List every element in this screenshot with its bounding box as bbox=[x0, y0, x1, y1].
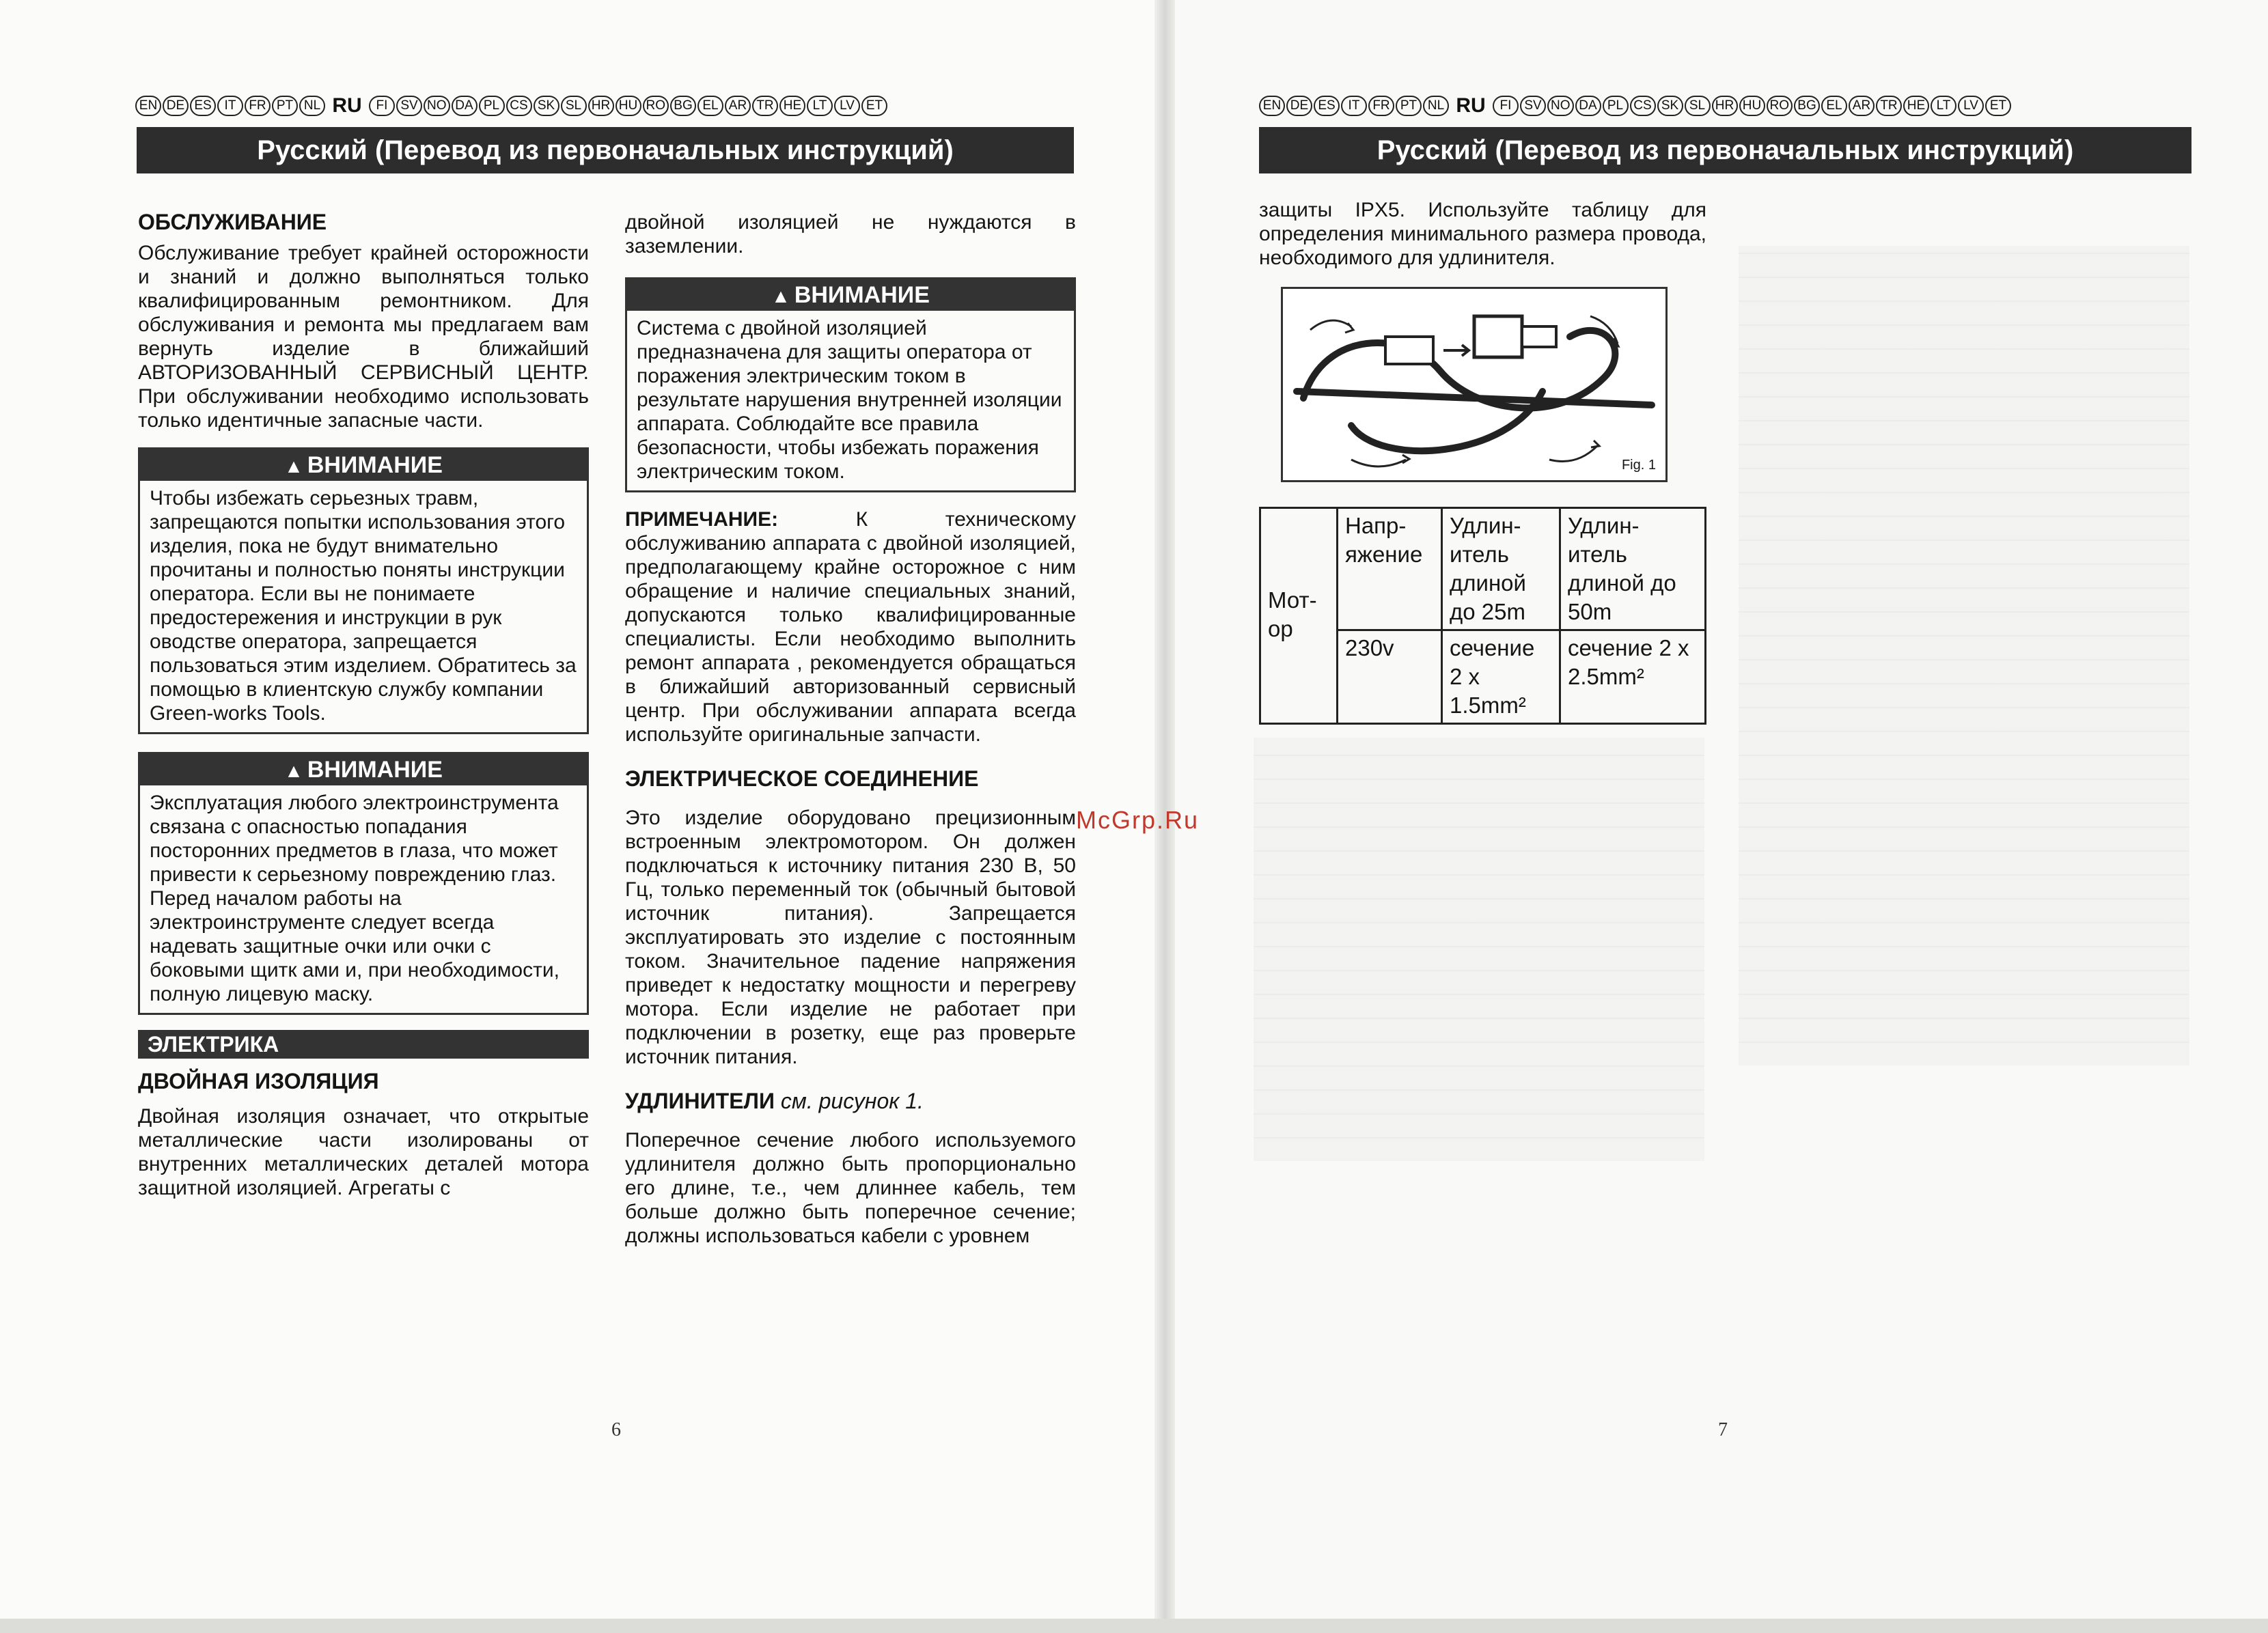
warning-box-double-insulation bbox=[625, 277, 1076, 492]
language-tag-el: EL bbox=[1821, 96, 1847, 116]
language-tag-pl: PL bbox=[1603, 96, 1629, 116]
double-insulation-title: ДВОЙНАЯ ИЗОЛЯЦИЯ bbox=[138, 1069, 379, 1093]
language-tag-lt: LT bbox=[1931, 96, 1956, 116]
language-tag-cs: CS bbox=[506, 96, 532, 116]
electrical-connection-text: Это изделие оборудовано прецизионным встроенным электромотором. Он должен подключаться к источнику питания 230 В, 50 Гц, только переменный ток (обычный бытовой источник питания). Запрещается эксплуатировать это изделие с постоянным током. Значительное падение напряжения приведет к недостатку мощности и перегреву мотора. Если изделие не работает при подключении в розетку, еще раз проверьте источник питания. bbox=[625, 807, 1076, 1068]
language-tag-et: ET bbox=[1985, 96, 2011, 116]
electrical-connection-title: ЭЛЕКТРИЧЕСКОЕ СОЕДИНЕНИЕ bbox=[625, 766, 979, 791]
language-tag-et: ET bbox=[861, 96, 887, 116]
note-text: К техническому обслуживанию аппарата с двойной изоляцией, предполагающему крайне осторожное с ним обращение и наличие специальных знаний, допускаются только квалифицированные специалисты. Если необходимо выполнить ремонт аппарата , рекомендуется обращаться в ближайший авторизованный сервисный центр. При обслуживании аппарата всегда используйте оригинальные запчасти. bbox=[625, 508, 1076, 746]
language-tag-hr: HR bbox=[1712, 96, 1738, 116]
bleed-through-table bbox=[1739, 246, 2189, 1065]
language-tag-es: ES bbox=[190, 96, 216, 116]
language-tag-cs: CS bbox=[1630, 96, 1656, 116]
warning-body: Чтобы избежать серьезных травм, запрещаются попытки использования этого изделия, пока не будут внимательно прочитаны и полностью поняты инструкции оператора. Если вы не понимаете предостережения и инструкции в рук оводстве оператора, запрещается пользоваться этим изделием. Обратитесь за помощью в клиентскую службу компании Green-works Tools. bbox=[150, 487, 577, 725]
language-tag-en: EN bbox=[135, 96, 161, 116]
language-tag-sk: SK bbox=[534, 96, 559, 116]
language-tag-lv: LV bbox=[834, 96, 860, 116]
double-insulation-text: Двойная изоляция означает, что открытые металлические части изолированы от внутренних металлических деталей мотора защитной изоляцией. Агрегаты с bbox=[138, 1105, 589, 1199]
plug-icon bbox=[1474, 316, 1522, 357]
language-tag-sk: SK bbox=[1657, 96, 1683, 116]
language-tag-tr: TR bbox=[1876, 96, 1902, 116]
language-tag-de: DE bbox=[1286, 96, 1312, 116]
language-tag-ar: AR bbox=[725, 96, 751, 116]
figure-label: Fig. 1 bbox=[1621, 458, 1656, 473]
language-tag-nl: NL bbox=[299, 96, 325, 116]
language-tag-it: IT bbox=[1341, 96, 1367, 116]
language-tag-no: NO bbox=[1547, 96, 1574, 116]
warning-box-eyes bbox=[138, 752, 589, 1015]
scan-edge bbox=[0, 1619, 2268, 1633]
language-tag-lv: LV bbox=[1958, 96, 1984, 116]
table-cell-motor: Мот-ор bbox=[1260, 508, 1338, 724]
left-column-1 bbox=[138, 210, 589, 1215]
language-tag-it: IT bbox=[217, 96, 243, 116]
language-tag-fr: FR bbox=[1368, 96, 1394, 116]
language-tag-ru: RU bbox=[1456, 94, 1486, 117]
extension-figure-ref: см. рисунок 1. bbox=[780, 1089, 924, 1113]
language-tag-he: HE bbox=[1903, 96, 1929, 116]
language-tag-ro: RO bbox=[1767, 96, 1793, 116]
language-tag-da: DA bbox=[1575, 96, 1601, 116]
right-intro-text: защиты IPX5. Используйте таблицу для определения минимального размера провода, необходимого для удлинителя. bbox=[1259, 199, 1706, 269]
language-tag-lt: LT bbox=[807, 96, 833, 116]
language-tag-el: EL bbox=[697, 96, 723, 116]
note-label: ПРИМЕЧАНИЕ: bbox=[625, 508, 779, 531]
language-tag-sv: SV bbox=[396, 96, 422, 116]
language-tag-fi: FI bbox=[1493, 96, 1519, 116]
warning-head: ▲ ВНИМАНИЕ bbox=[627, 279, 1074, 311]
language-bar-right bbox=[1259, 96, 2011, 116]
language-tag-pl: PL bbox=[479, 96, 505, 116]
warning-triangle-icon: ▲ bbox=[284, 760, 303, 781]
language-tag-ar: AR bbox=[1849, 96, 1875, 116]
language-tag-bg: BG bbox=[1794, 96, 1820, 116]
warning-triangle-icon: ▲ bbox=[284, 456, 303, 477]
cord-knot-illustration bbox=[1283, 289, 1665, 480]
note-paragraph bbox=[625, 507, 1076, 746]
language-tag-pt: PT bbox=[1396, 96, 1422, 116]
language-tag-ru: RU bbox=[332, 94, 362, 117]
figure-1-extension-cord-knot bbox=[1281, 287, 1668, 482]
table-head-ext50: Удлин-итель длиной до 50m bbox=[1560, 508, 1706, 630]
table-cell-voltage: 230v bbox=[1338, 630, 1442, 724]
language-tag-en: EN bbox=[1259, 96, 1285, 116]
language-tag-pt: PT bbox=[272, 96, 298, 116]
watermark: McGrp.Ru bbox=[1076, 806, 1200, 834]
socket-icon bbox=[1385, 337, 1433, 364]
service-title: ОБСЛУЖИВАНИЕ bbox=[138, 210, 327, 234]
language-tag-de: DE bbox=[163, 96, 189, 116]
warning-body: Система с двойной изоляцией предназначена для защиты оператора от поражения электрическим током в результате нарушения внутренней изоляции аппарата. Соблюдайте все правила безопасности, чтобы избежать поражения электрическим током. bbox=[637, 317, 1062, 483]
warning-head: ▲ ВНИМАНИЕ bbox=[140, 449, 587, 481]
language-tag-sv: SV bbox=[1520, 96, 1546, 116]
language-tag-sl: SL bbox=[1685, 96, 1711, 116]
warning-head: ▲ ВНИМАНИЕ bbox=[140, 754, 587, 785]
language-tag-he: HE bbox=[779, 96, 805, 116]
electric-section-bar: ЭЛЕКТРИКА bbox=[138, 1030, 589, 1059]
table-head-voltage: Напр-яжение bbox=[1338, 508, 1442, 630]
extension-cord-table bbox=[1259, 507, 1706, 725]
table-head-ext25: Удлин-итель длиной до 25m bbox=[1442, 508, 1560, 630]
warning-triangle-icon: ▲ bbox=[771, 285, 790, 307]
language-tag-tr: TR bbox=[752, 96, 778, 116]
extension-cords-title: УДЛИНИТЕЛИ см. рисунок 1. bbox=[625, 1089, 924, 1113]
language-tag-es: ES bbox=[1314, 96, 1340, 116]
left-column-2 bbox=[625, 210, 1076, 1263]
page-number-left: 6 bbox=[611, 1419, 621, 1440]
banner-title-right: Русский (Перевод из первоначальных инструкций) bbox=[1259, 127, 2191, 173]
language-tag-ro: RO bbox=[643, 96, 669, 116]
language-tag-hu: HU bbox=[616, 96, 641, 116]
language-tag-no: NO bbox=[424, 96, 450, 116]
language-bar-left bbox=[135, 96, 887, 116]
language-tag-sl: SL bbox=[561, 96, 587, 116]
language-tag-bg: BG bbox=[670, 96, 696, 116]
table-cell-ext50: сечение 2 x 2.5mm² bbox=[1560, 630, 1706, 724]
language-tag-hr: HR bbox=[588, 96, 614, 116]
service-text: Обслуживание требует крайней осторожности и знаний и должно выполняться только квалифицированным ремонтником. Для обслуживания и ремонта мы предлагаем вам вернуть изделие в ближайший АВТОРИЗОВАННЫЙ СЕРВИСНЫЙ ЦЕНТР. При обслуживании необходимо использовать только идентичные запасные части. bbox=[138, 242, 589, 432]
page-number-right: 7 bbox=[1718, 1419, 1728, 1440]
language-tag-fi: FI bbox=[369, 96, 395, 116]
warning-box-injury bbox=[138, 447, 589, 734]
warning-body: Эксплуатация любого электроинструмента связана с опасностью попадания посторонних предметов в глаза, что может привести к серьезному повреждению глаз. Перед началом работы на электроинструменте следует всегда надевать защитные очки или очки с боковыми щитк ами и, при необходимости, полную лицевую маску. bbox=[150, 792, 559, 1005]
language-tag-nl: NL bbox=[1423, 96, 1449, 116]
continued-text: двойной изоляцией не нуждаются в заземлении. bbox=[625, 211, 1076, 257]
language-tag-fr: FR bbox=[245, 96, 271, 116]
extension-cords-text: Поперечное сечение любого используемого удлинителя должно быть пропорционально его длине, т.е., чем длиннее кабель, тем больше должно быть поперечное сечение; должны использоваться кабели с уровнем bbox=[625, 1129, 1076, 1247]
table-cell-ext25: сечение 2 x 1.5mm² bbox=[1442, 630, 1560, 724]
language-tag-hu: HU bbox=[1739, 96, 1765, 116]
language-tag-da: DA bbox=[452, 96, 478, 116]
banner-title-left: Русский (Перевод из первоначальных инструкций) bbox=[137, 127, 1074, 173]
bleed-through-text bbox=[1254, 738, 1704, 1161]
